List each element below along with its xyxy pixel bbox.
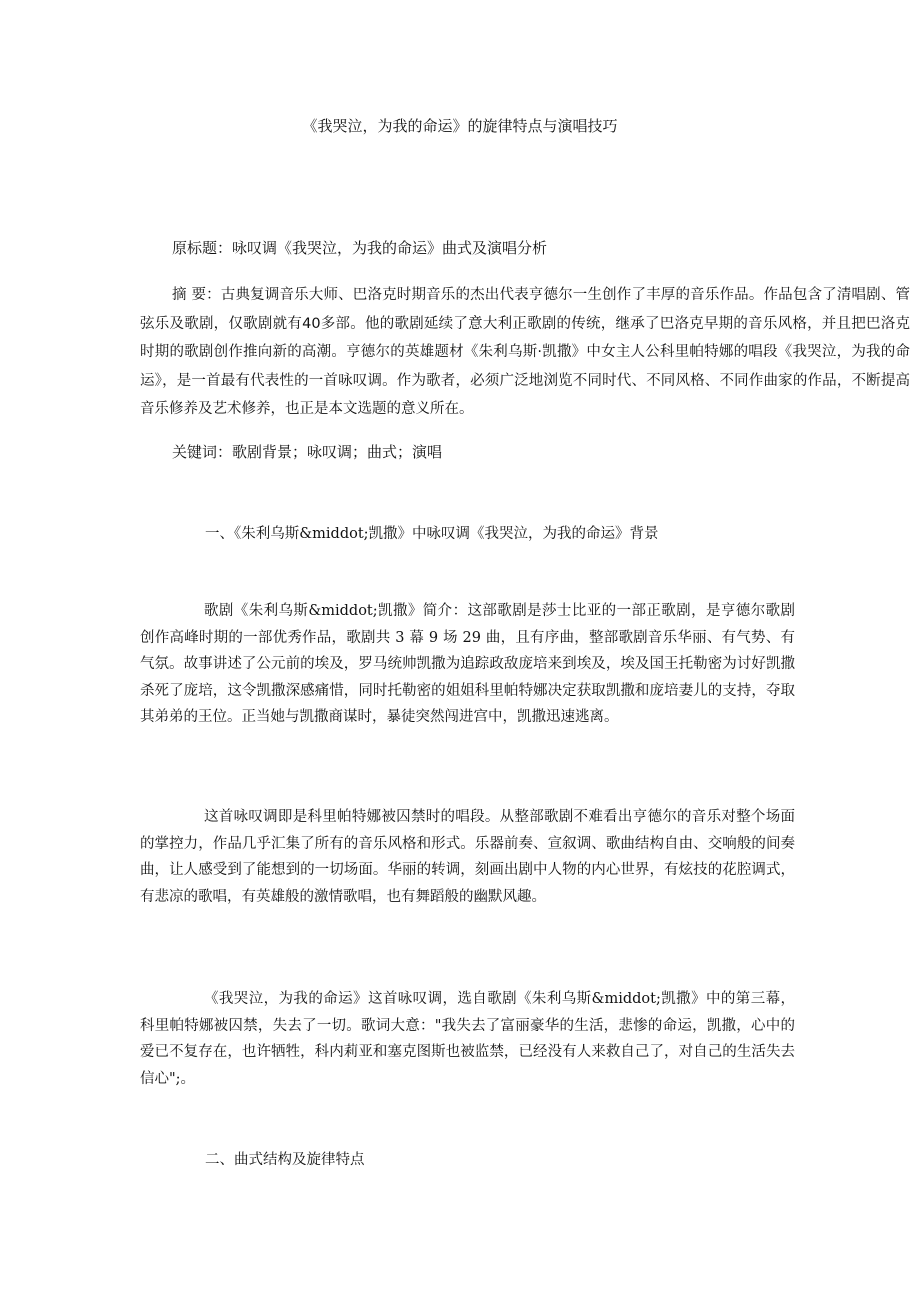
keywords-line: 关键词：歌剧背景；咏叹调；曲式；演唱 bbox=[172, 443, 443, 461]
body-paragraph-1: 歌剧《朱利乌斯&middot;凯撒》简介：这部歌剧是莎士比亚的一部正歌剧，是亨德尔歌剧创作高峰时期的一部优秀作品，歌剧共 3 幕 9 场 29 曲，且有序曲，整部歌剧音乐华丽、有气势、有气氛。故事讲述了公元前的埃及，罗马统帅凯撒为追踪政敌庞培来到埃及，埃及国王托勒密为讨好凯撒杀死了庞培，这令凯撒深感痛惜，同时托勒密的姐姐科里帕特娜决定获取凯撒和庞培妻儿的支持，夺取其弟弟的王位。正当她与凯撒商谋时，暴徒突然闯进宫中，凯撒迅速逃离。 bbox=[140, 603, 795, 726]
document-title: 《我哭泣，为我的命运》的旋律特点与演唱技巧 bbox=[302, 117, 618, 135]
section-heading-2: 二、曲式结构及旋律特点 bbox=[205, 1152, 365, 1168]
abstract-paragraph: 摘 要：古典复调音乐大师、巴洛克时期音乐的杰出代表亨德尔一生创作了丰厚的音乐作品。作品包含了清唱剧、管弦乐及歌剧，仅歌剧就有40多部。他的歌剧延续了意大利正歌剧的传统，继承了巴洛克早期的音乐风格，并且把巴洛克时期的歌剧创作推向新的高潮。亨德尔的英雄题材《朱利乌斯·凯撒》中女主人公科里帕特娜的唱段《我哭泣，为我的命运》，是一首最有代表性的一首咏叹调。作为歌者，必须广泛地浏览不同时代、不同风格、不同作曲家的作品，不断提高音乐修养及艺术修养，也正是本文选题的意义所在。 bbox=[140, 287, 910, 418]
original-title: 原标题：咏叹调《我哭泣，为我的命运》曲式及演唱分析 bbox=[172, 239, 548, 257]
body-paragraph-2: 这首咏叹调即是科里帕特娜被囚禁时的唱段。从整部歌剧不难看出亨德尔的音乐对整个场面的掌控力，作品几乎汇集了所有的音乐风格和形式。乐器前奏、宣叙调、歌曲结构自由、交响般的间奏曲，让人感受到了能想到的一切场面。华丽的转调，刻画出剧中人物的内心世界，有炫技的花腔调式，有悲凉的歌唱，有英雄般的激情歌唱，也有舞蹈般的幽默风趣。 bbox=[140, 809, 795, 905]
body-paragraph-3: 《我哭泣，为我的命运》这首咏叹调，选自歌剧《朱利乌斯&middot;凯撒》中的第三幕，科里帕特娜被囚禁，失去了一切。歌词大意："我失去了富丽豪华的生活，悲惨的命运，凯撒，心中的爱已不复存在，也许牺牲，科内莉亚和塞克图斯也被监禁，已经没有人来救自己了，对自己的生活失去信心";。 bbox=[140, 991, 795, 1087]
section-heading-1: 一、《朱利乌斯&middot;凯撒》中咏叹调《我哭泣，为我的命运》背景 bbox=[205, 526, 659, 542]
